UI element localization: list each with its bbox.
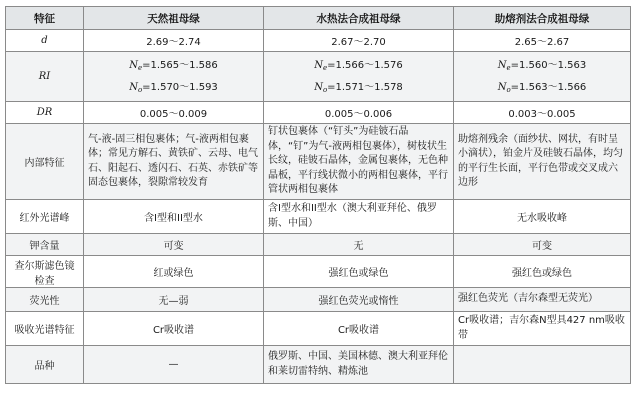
header-hydrothermal-emerald: 水热法合成祖母绿	[264, 7, 454, 30]
cell-varieties-hydrothermal: 俄罗斯、中国、美国林德、澳大利亚拜伦和莱切雷特纳、精炼池	[264, 346, 454, 384]
cell-fluorescence-hydrothermal: 强红色荧光或惰性	[264, 288, 454, 312]
ri-ne-value: $N_e=1.560\sim 1.563$	[497, 59, 587, 72]
cell-potassium-hydrothermal: 无	[264, 234, 454, 256]
cell-chelsea-flux: 强红色或绿色	[454, 256, 631, 288]
cell-d-flux: 2.65～2.67	[454, 30, 631, 52]
table-row	[6, 200, 631, 234]
row-label-potassium: 钾含量	[6, 234, 84, 256]
cell-internal-hydrothermal: 钉状包裹体（“钉头”为硅铍石晶体，“钉”为气-液两相包裹体），树枝状生长纹，硅铍石晶体，金属包裹体，无色种晶板，平行线状微小的两相包裹体，平行管状两相包裹体	[264, 124, 454, 200]
row-label-internal-features: 内部特征	[6, 124, 84, 200]
ri-no-value: $N_o=1.571\sim 1.578$	[314, 81, 403, 94]
cell-potassium-flux: 可变	[454, 234, 631, 256]
header-flux-emerald: 助熔剂法合成祖母绿	[454, 7, 631, 30]
cell-absorption-hydrothermal: Cr吸收谱	[264, 312, 454, 346]
cell-chelsea-natural: 红或绿色	[84, 256, 264, 288]
row-label-ir-spectrum: 红外光谱峰	[6, 200, 84, 234]
row-label-fluorescence: 荧光性	[6, 288, 84, 312]
cell-fluorescence-flux: 强红色荧光（吉尔森型无荧光）	[454, 288, 631, 312]
cell-potassium-natural: 可变	[84, 234, 264, 256]
cell-fluorescence-natural: 无—弱	[84, 288, 264, 312]
header-row	[6, 7, 631, 30]
cell-absorption-natural: Cr吸收谱	[84, 312, 264, 346]
cell-ri-natural	[84, 52, 264, 102]
table-row	[6, 52, 631, 102]
cell-ir-flux: 无水吸收峰	[454, 200, 631, 234]
row-label-ri: RI	[6, 52, 84, 102]
cell-varieties-flux	[454, 346, 631, 384]
cell-varieties-natural: —	[84, 346, 264, 384]
ri-no-value: $N_o=1.570\sim 1.593$	[129, 81, 218, 94]
table-row	[6, 256, 631, 288]
ri-ne-value: $N_e=1.566\sim 1.576$	[314, 59, 403, 72]
header-natural-emerald: 天然祖母绿	[84, 7, 264, 30]
cell-chelsea-hydrothermal: 强红色或绿色	[264, 256, 454, 288]
cell-dr-flux: 0.003～0.005	[454, 102, 631, 124]
table-row	[6, 234, 631, 256]
cell-ir-hydrothermal: 含I型水和II型水（澳大利亚拜伦、俄罗斯、中国）	[264, 200, 454, 234]
cell-d-natural: 2.69～2.74	[84, 30, 264, 52]
cell-absorption-flux: Cr吸收谱；吉尔森N型具427 nm吸收带	[454, 312, 631, 346]
row-label-chelsea-filter: 查尔斯滤色镜检查	[6, 256, 84, 288]
table-row	[6, 288, 631, 312]
cell-dr-natural: 0.005～0.009	[84, 102, 264, 124]
row-label-varieties: 品种	[6, 346, 84, 384]
table-row	[6, 30, 631, 52]
emerald-comparison-table	[5, 6, 631, 384]
row-label-d: d	[6, 30, 84, 52]
row-label-dr: DR	[6, 102, 84, 124]
row-label-absorption-spectrum: 吸收光谱特征	[6, 312, 84, 346]
table-row	[6, 102, 631, 124]
cell-d-hydrothermal: 2.67～2.70	[264, 30, 454, 52]
cell-internal-flux: 助熔剂残余（面纱状、网状，有时呈小滴状），铂金片及硅铍石晶体，均匀的平行生长面，平行色带或交叉成六边形	[454, 124, 631, 200]
cell-internal-natural: 气-液-固三相包裹体；气-液两相包裹体；常见方解石、黄铁矿、云母、电气石、阳起石、透闪石、石英、赤铁矿等固态包裹体，裂隙常较发育	[84, 124, 264, 200]
header-feature: 特征	[6, 7, 84, 30]
table-row	[6, 124, 631, 200]
cell-ir-natural: 含I型和II型水	[84, 200, 264, 234]
cell-dr-hydrothermal: 0.005～0.006	[264, 102, 454, 124]
cell-ri-hydrothermal	[264, 52, 454, 102]
table-row	[6, 346, 631, 384]
ri-ne-value: $N_e=1.565\sim 1.586$	[129, 59, 218, 72]
ri-no-value: $N_o=1.563\sim 1.566$	[497, 81, 587, 94]
table-row	[6, 312, 631, 346]
cell-ri-flux	[454, 52, 631, 102]
